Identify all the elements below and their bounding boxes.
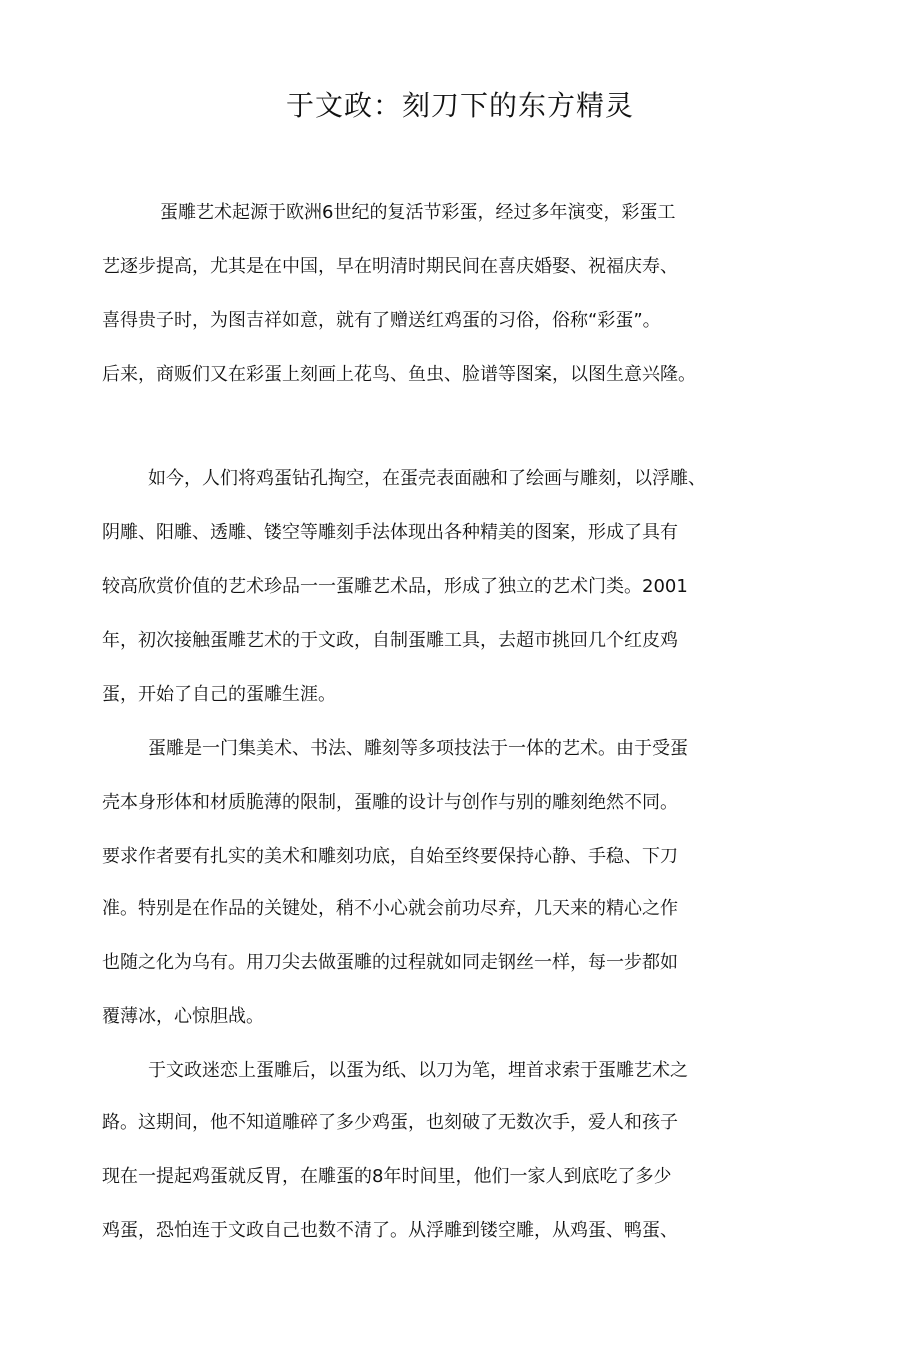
paragraph-line: 也随之化为乌有。用刀尖去做蛋雕的过程就如同走钢丝一样，每一步都如 [102, 952, 678, 973]
paragraph-line: 要求作者要有扎实的美术和雕刻功底，自始至终要保持心静、手稳、下刀 [102, 846, 678, 867]
paragraph-line: 蛋雕艺术起源于欧洲6世纪的复活节彩蛋，经过多年演变，彩蛋工 [160, 202, 676, 223]
paragraph-line: 如今，人们将鸡蛋钻孔掏空，在蛋壳表面融和了绘画与雕刻，以浮雕、 [148, 468, 706, 489]
paragraph-line: 阴雕、阳雕、透雕、镂空等雕刻手法体现出各种精美的图案，形成了具有 [102, 522, 678, 543]
paragraph-line: 蛋，开始了自己的蛋雕生涯。 [102, 684, 336, 705]
paragraph-line: 蛋雕是一门集美术、书法、雕刻等多项技法于一体的艺术。由于受蛋 [148, 738, 688, 759]
paragraph-line: 艺逐步提高，尤其是在中国，早在明清时期民间在喜庆婚娶、祝福庆寿、 [102, 256, 678, 277]
paragraph-line: 覆薄冰，心惊胆战。 [102, 1006, 264, 1027]
paragraph-line: 准。特别是在作品的关键处，稍不小心就会前功尽弃，几天来的精心之作 [102, 898, 678, 919]
paragraph-line: 路。这期间，他不知道雕碎了多少鸡蛋，也刻破了无数次手，爱人和孩子 [102, 1112, 678, 1133]
paragraph-line: 鸡蛋，恐怕连于文政自己也数不清了。从浮雕到镂空雕，从鸡蛋、鸭蛋、 [102, 1220, 678, 1241]
paragraph-line: 喜得贵子时，为图吉祥如意，就有了赠送红鸡蛋的习俗，俗称“彩蛋”。 [102, 310, 661, 331]
paragraph-line: 后来，商贩们又在彩蛋上刻画上花鸟、鱼虫、脸谱等图案，以图生意兴隆。 [102, 364, 696, 385]
page-title: 于文政：刻刀下的东方精灵 [285, 89, 634, 122]
paragraph-line: 年，初次接触蛋雕艺术的于文政，自制蛋雕工具，去超市挑回几个红皮鸡 [102, 630, 678, 651]
paragraph-line: 较高欣赏价值的艺术珍品一一蛋雕艺术品，形成了独立的艺术门类。2001 [102, 576, 688, 597]
paragraph-line: 现在一提起鸡蛋就反胃，在雕蛋的8年时间里，他们一家人到底吃了多少 [102, 1166, 672, 1187]
paragraph-line: 壳本身形体和材质脆薄的限制，蛋雕的设计与创作与别的雕刻绝然不同。 [102, 792, 678, 813]
paragraph-line: 于文政迷恋上蛋雕后，以蛋为纸、以刀为笔，埋首求索于蛋雕艺术之 [148, 1060, 688, 1081]
